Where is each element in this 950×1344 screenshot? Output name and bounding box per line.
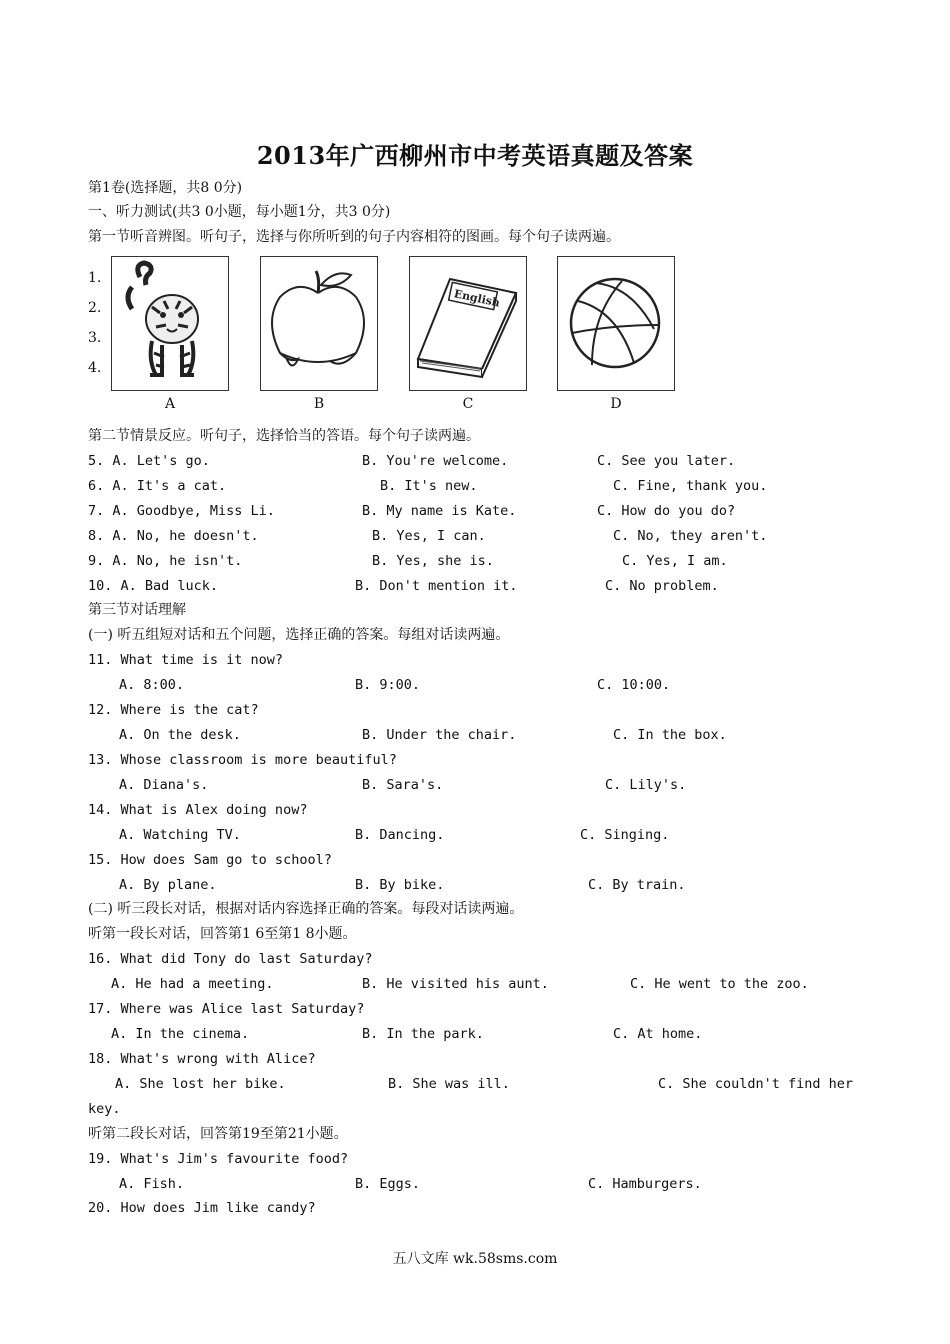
picture-label: C [462,396,474,412]
picture-b [260,256,378,391]
q14-option-a: A. Watching TV. [119,827,241,843]
long-dialogue1-instruction: 听第一段长对话，回答第1 6至第1 8小题。 [88,926,357,942]
q17-option-c: C. At home. [613,1026,703,1042]
q19-option-c: C. Hamburgers. [588,1176,702,1192]
picture-question-number: 2. [88,300,102,316]
q13-question: 13. Whose classroom is more beautiful? [88,752,397,768]
q16-option-b: B. He visited his aunt. [362,976,549,992]
q8-option-a: 8. A. No, he doesn't. [88,528,259,544]
long-dialogue2-instruction: 听第二段长对话，回答第19至第21小题。 [88,1126,348,1142]
apple-icon [261,257,376,389]
q20-question: 20. How does Jim like candy? [88,1200,316,1216]
q6-option-c: C. Fine, thank you. [613,478,768,494]
q15-option-c: C. By train. [588,877,686,893]
q10-option-b: B. Don't mention it. [355,578,518,594]
listening-section-header: 一、听力测试(共3 0小题，每小题1分，共3 0分) [88,204,391,220]
q6-option-b: B. It's new. [380,478,478,494]
picture-question-numbers [88,270,101,390]
sub-section2-instruction: (二) 听三段长对话，根据对话内容选择正确的答案。每段对话读两遍。 [88,901,524,917]
q5-option-b: B. You're welcome. [362,453,509,469]
q15-option-a: A. By plane. [119,877,217,893]
q7-option-a: 7. A. Goodbye, Miss Li. [88,503,275,519]
q13-option-a: A. Diana's. [119,777,209,793]
book-icon [410,257,525,389]
q14-option-b: B. Dancing. [355,827,445,843]
q12-option-a: A. On the desk. [119,727,241,743]
picture-question-number: 1. [88,270,102,286]
picture-c [409,256,527,391]
q12-option-c: C. In the box. [613,727,727,743]
q11-option-b: B. 9:00. [355,677,421,693]
picture-label: B [313,396,325,412]
q8-option-b: B. Yes, I can. [372,528,486,544]
q12-option-b: B. Under the chair. [362,727,517,743]
q16-question: 16. What did Tony do last Saturday? [88,951,373,967]
q12-question: 12. Where is the cat? [88,702,259,718]
section1-instruction: 第一节听音辨图。听句子，选择与你所听到的句子内容相符的图画。每个句子读两遍。 [88,229,620,245]
q14-option-c: C. Singing. [580,827,670,843]
q6-option-a: 6. A. It's a cat. [88,478,227,494]
tiger-icon [112,257,227,389]
q15-question: 15. How does Sam go to school? [88,852,332,868]
picture-d [557,256,675,391]
q18-option-b: B. She was ill. [388,1076,510,1092]
q11-option-a: A. 8:00. [119,677,185,693]
q11-question: 11. What time is it now? [88,652,284,668]
exam-part-header: 第1卷(选择题，共8 0分) [88,180,243,196]
q5-option-a: 5. A. Let's go. [88,453,210,469]
q5-option-c: C. See you later. [597,453,736,469]
q7-option-b: B. My name is Kate. [362,503,517,519]
q18-option-c: C. She couldn't find her [658,1076,854,1092]
q18-question: 18. What's wrong with Alice? [88,1051,316,1067]
picture-question-number: 3. [88,330,102,346]
picture-label: D [610,396,622,412]
q9-option-b: B. Yes, she is. [372,553,494,569]
q10-option-a: 10. A. Bad luck. [88,578,219,594]
picture-question-number: 4. [88,360,102,376]
book-title-text: English [452,287,502,310]
q16-option-c: C. He went to the zoo. [630,976,809,992]
q9-option-a: 9. A. No, he isn't. [88,553,243,569]
q9-option-c: C. Yes, I am. [622,553,728,569]
q14-question: 14. What is Alex doing now? [88,802,308,818]
q13-option-c: C. Lily's. [605,777,687,793]
q19-question: 19. What's Jim's favourite food? [88,1151,349,1167]
q11-option-c: C. 10:00. [597,677,671,693]
q15-option-b: B. By bike. [355,877,445,893]
q18-option-c-continued: key. [88,1101,121,1117]
page-title: 2013年广西柳州市中考英语真题及答案 [256,141,694,170]
section3-title: 第三节对话理解 [88,602,186,618]
page-footer: 五八文库 wk.58sms.com [392,1251,558,1267]
sub-section1-instruction: (一) 听五组短对话和五个问题，选择正确的答案。每组对话读两遍。 [88,627,510,643]
q10-option-c: C. No problem. [605,578,719,594]
q16-option-a: A. He had a meeting. [111,976,274,992]
q19-option-b: B. Eggs. [355,1176,421,1192]
section2-instruction: 第二节情景反应。听句子，选择恰当的答语。每个句子读两遍。 [88,428,480,444]
q7-option-c: C. How do you do? [597,503,736,519]
basketball-icon [558,257,673,389]
q18-option-a: A. She lost her bike. [115,1076,286,1092]
q17-option-b: B. In the park. [362,1026,484,1042]
picture-a [111,256,229,391]
q17-option-a: A. In the cinema. [111,1026,250,1042]
q17-question: 17. Where was Alice last Saturday? [88,1001,365,1017]
q19-option-a: A. Fish. [119,1176,185,1192]
q8-option-c: C. No, they aren't. [613,528,768,544]
q13-option-b: B. Sara's. [362,777,444,793]
picture-label: A [164,396,176,412]
